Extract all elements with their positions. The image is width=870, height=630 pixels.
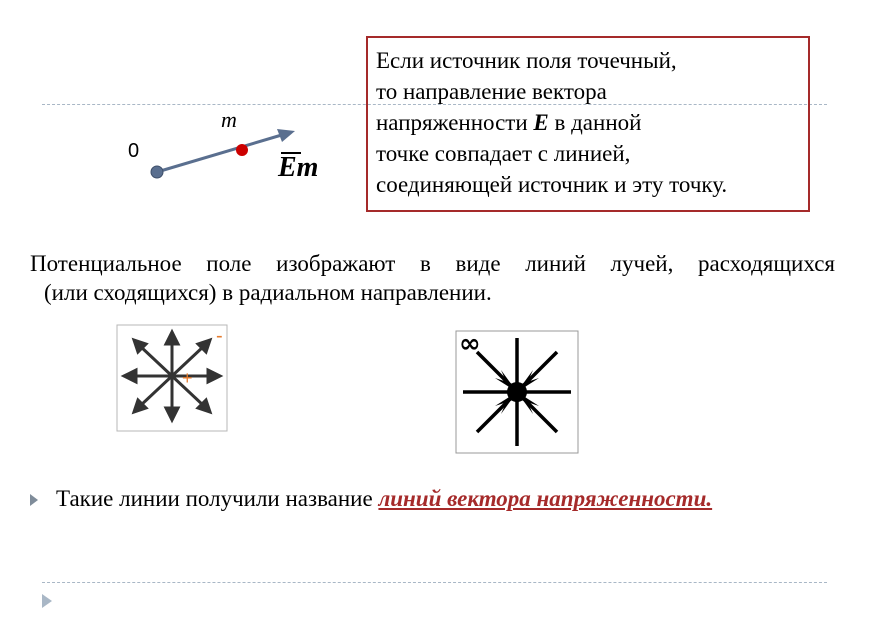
info-text-napryazhennosti: напряженности — [376, 110, 528, 135]
diverging-field-figure — [116, 324, 228, 432]
info-text-v-dannoy: в данной — [554, 110, 642, 135]
diverging-plus-label: + — [182, 368, 193, 388]
description-paragraph — [30, 249, 835, 307]
slide-nav-arrow-icon[interactable] — [42, 594, 52, 608]
info-line-3 — [376, 107, 800, 138]
vector-arrowhead — [277, 129, 295, 142]
converging-field-figure — [455, 330, 579, 454]
paragraph-line-1: Потенциальное поле изображают в виде линий лучей, расходящихся — [30, 251, 835, 276]
point-label: m — [221, 107, 237, 132]
bullet-highlight: линий вектора напряженности. — [378, 486, 713, 511]
paragraph-line-2: (или сходящихся) в радиальном направлении. — [44, 280, 492, 305]
m-point — [236, 144, 248, 156]
origin-label: 0 — [128, 140, 140, 162]
info-line-2: то направление вектора — [376, 79, 607, 104]
diverging-minus-label: - — [216, 325, 223, 347]
bottom-divider — [42, 582, 827, 583]
info-line-4: точке совпадает с линией, — [376, 141, 631, 166]
bullet-text: Такие линии получили название — [56, 486, 373, 511]
info-box — [366, 36, 810, 212]
bullet-triangle-icon — [30, 494, 38, 506]
info-line-5: соединяющей источник и эту точку. — [376, 172, 728, 197]
infinity-label: ∞ — [459, 330, 481, 359]
info-line-1: Если источник поля точечный, — [376, 48, 677, 73]
vector-label: Em — [278, 152, 319, 183]
bullet-item — [56, 486, 712, 512]
origin-point — [151, 166, 163, 178]
info-symbol-e: E — [533, 110, 549, 135]
vector-line — [157, 134, 285, 172]
